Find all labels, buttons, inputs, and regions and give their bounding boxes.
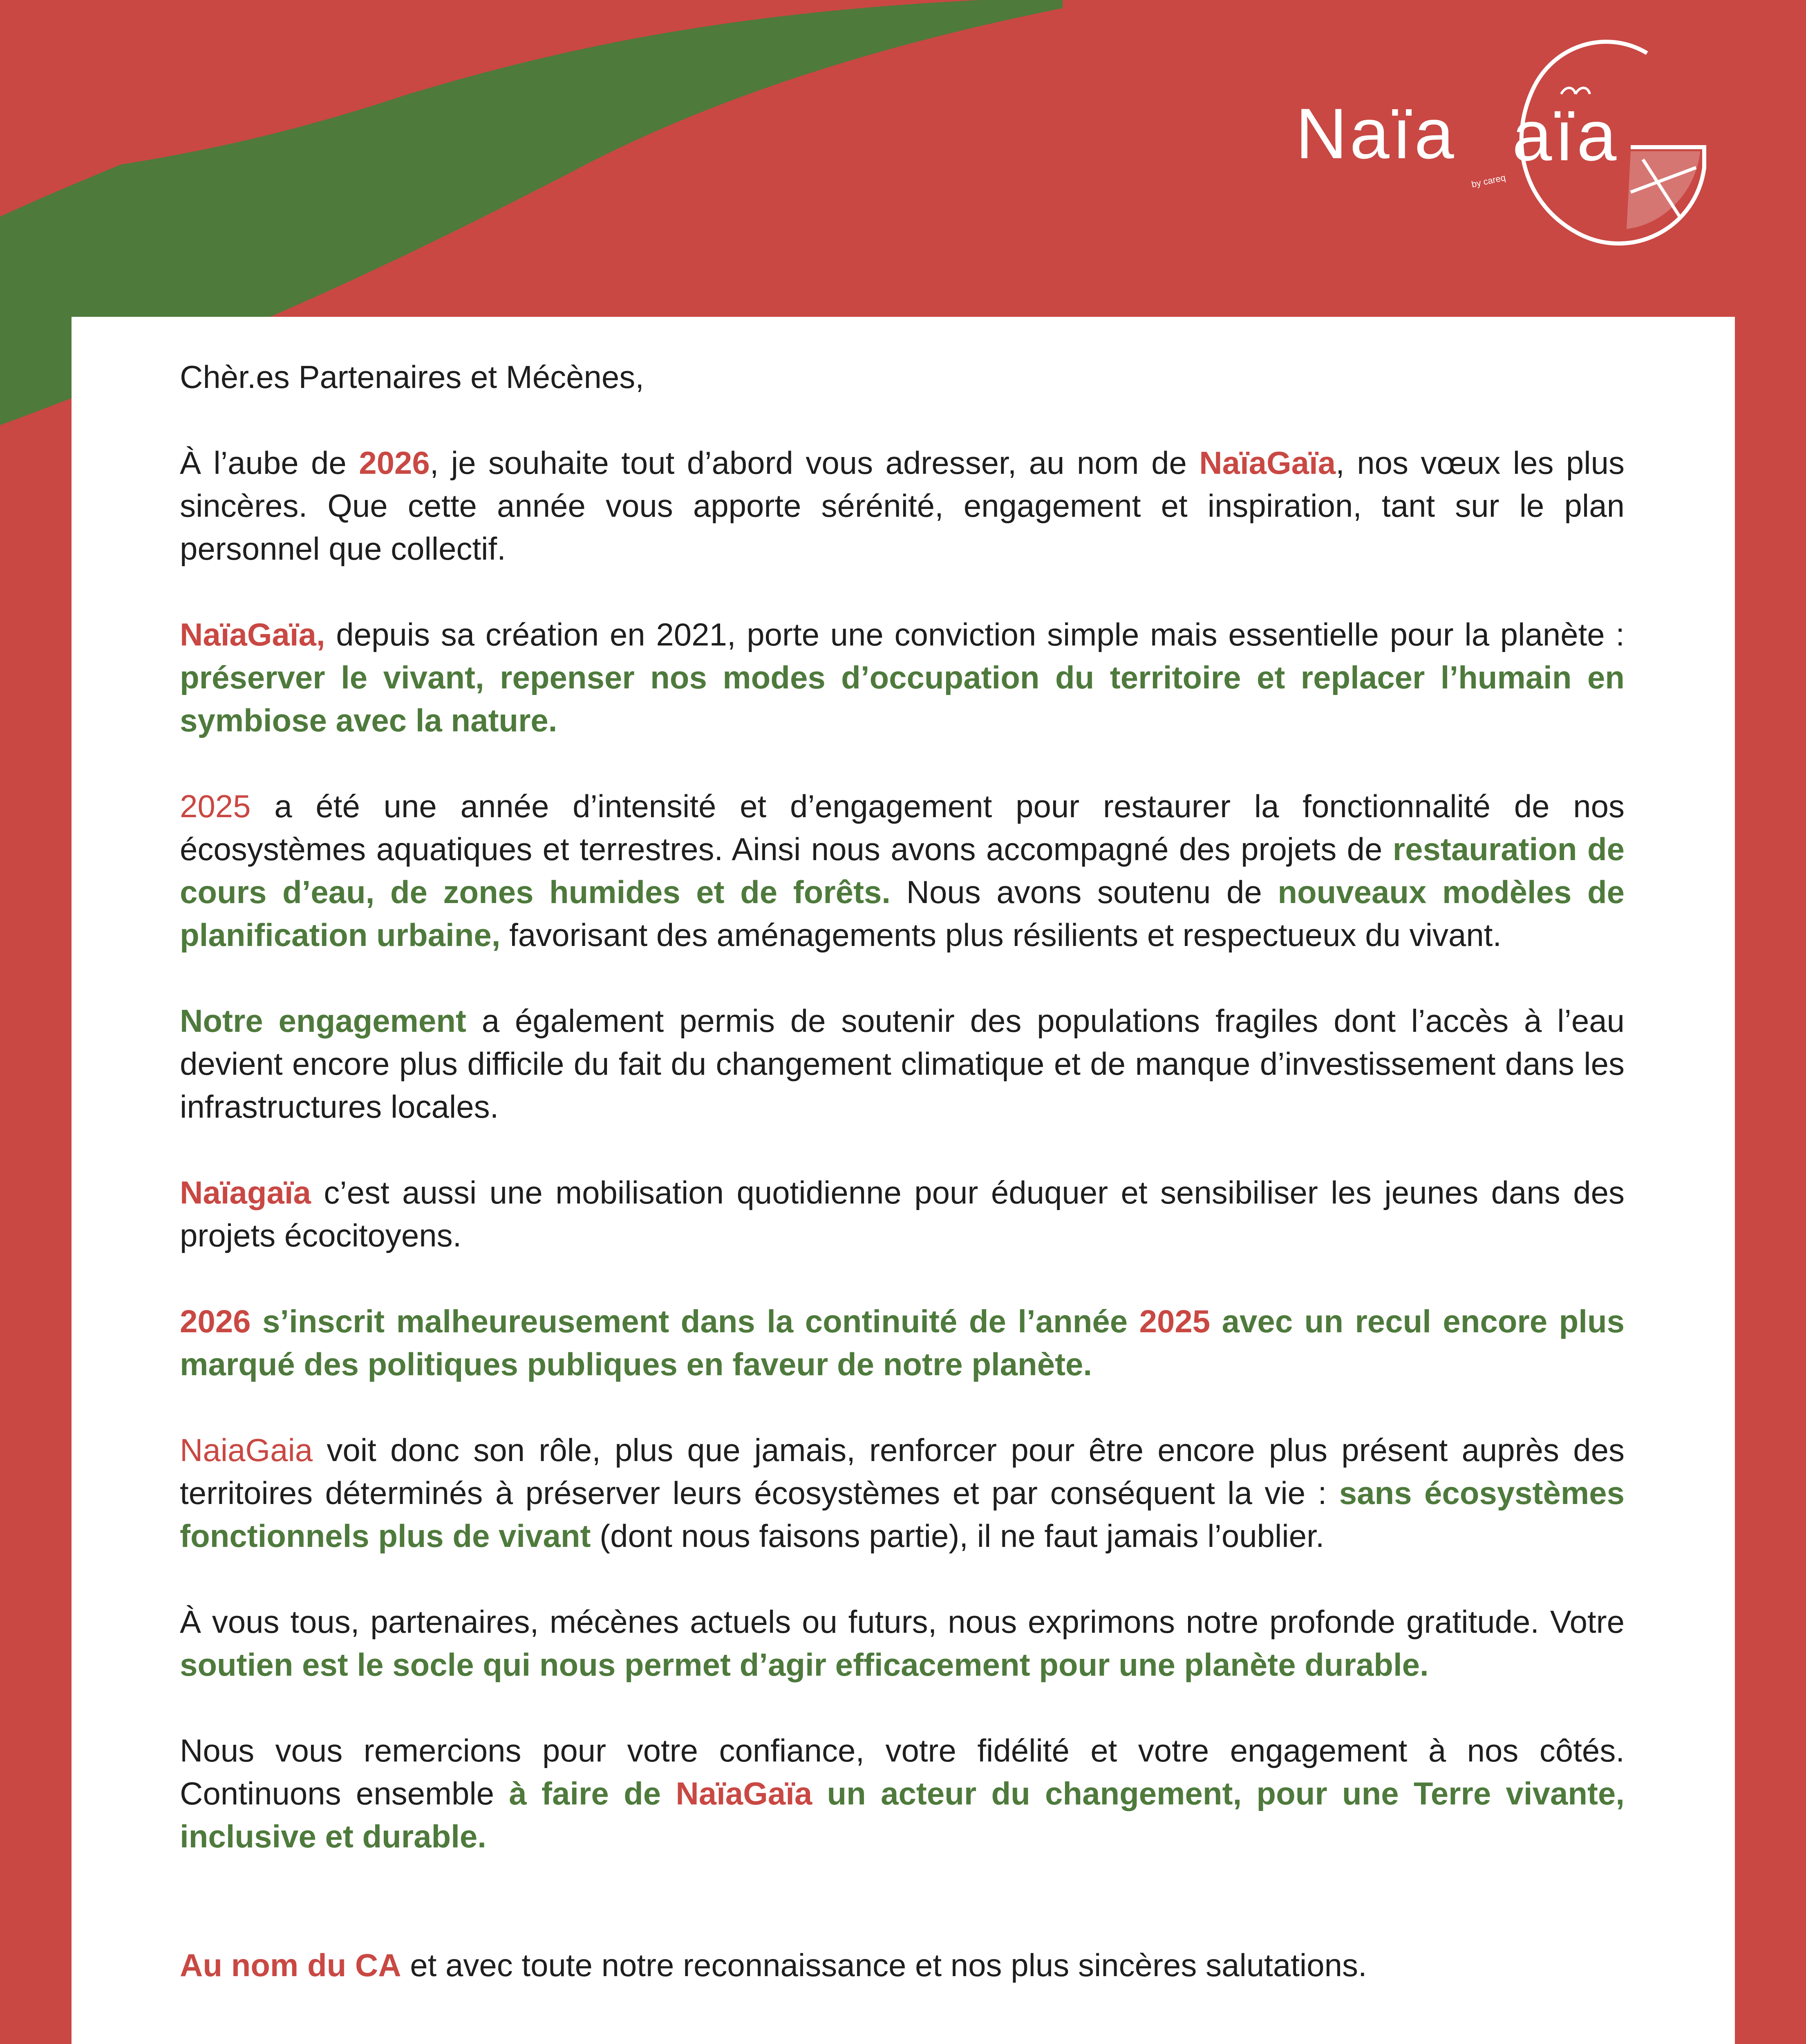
green-highlight: sans écosystèmes fonctionnels plus de vivant	[180, 1475, 1625, 1554]
text: Nous avons soutenu de	[891, 874, 1278, 910]
letter-page	[72, 317, 1735, 2044]
text: Nous vous remercions pour votre confiance, votre fidélité et votre engagement à nos côtés. Continuons ensemble	[180, 1732, 1625, 1811]
green-highlight: restauration de cours d’eau, de zones humides et de forêts.	[180, 831, 1625, 910]
text: a été une année d’intensité et d’engagement pour restaurer la fonctionnalité de nos écosystèmes aquatiques et terrestres. Ainsi nous avons accompagné des projets de	[180, 788, 1625, 867]
green-highlight: Notre engagement	[180, 1003, 466, 1039]
closing-line	[180, 1944, 1625, 1987]
text: depuis sa création en 2021, porte une conviction simple mais essentielle pour la planète :	[325, 616, 1625, 652]
text: À vous tous, partenaires, mécènes actuels ou futurs, nous exprimons notre profonde gratitude. Votre	[180, 1604, 1625, 1640]
logo-byline: by careq	[1470, 172, 1506, 190]
year-highlight: 2025	[180, 788, 251, 824]
text: favorisant des aménagements plus résilients et respectueux du vivant.	[500, 917, 1502, 953]
text: voit donc son rôle, plus que jamais, renforcer pour être encore plus présent auprès des territoires déterminés à préserver leurs écosystèmes et par conséquent la vie :	[180, 1432, 1625, 1511]
naiagaia-logo	[1287, 29, 1729, 282]
paragraph-2026-outlook	[180, 1300, 1625, 1386]
paragraph-2025-review	[180, 785, 1625, 957]
org-name: NaiaGaia	[180, 1432, 313, 1468]
org-name: NaïaGaïa,	[180, 616, 325, 652]
text: À l’aube de	[180, 445, 359, 481]
text: , je souhaite tout d’abord vous adresser, au nom de	[430, 445, 1200, 481]
text: c’est aussi une mobilisation quotidienne pour éduquer et sensibiliser les jeunes dans des projets écocitoyens.	[180, 1174, 1625, 1253]
paragraph-thanks	[180, 1729, 1625, 1858]
green-highlight: un acteur du changement, pour une Terre vivante, inclusive et durable.	[180, 1775, 1625, 1854]
paragraph-wishes	[180, 442, 1625, 570]
mission-highlight: préserver le vivant, repenser nos modes d’occupation du territoire et replacer l’humain en symbiose avec la nature.	[180, 659, 1625, 738]
green-highlight: nouveaux modèles de planification urbaine,	[180, 874, 1625, 953]
paragraph-education	[180, 1171, 1625, 1257]
year-highlight: 2026	[180, 1303, 251, 1339]
green-highlight: avec un recul encore plus marqué des politiques publiques en faveur de notre planète.	[180, 1303, 1625, 1382]
paragraph-mission	[180, 613, 1625, 742]
letter-body	[180, 356, 1625, 1987]
paragraph-role	[180, 1429, 1625, 1558]
paragraph-gratitude	[180, 1600, 1625, 1686]
board-highlight: Au nom du CA	[180, 1947, 401, 1983]
logo-text-naia: Naïa	[1296, 94, 1457, 174]
text: (dont nous faisons partie), il ne faut jamais l’oublier.	[591, 1518, 1325, 1554]
green-highlight: soutien est le socle qui nous permet d’agir efficacement pour une planète durable.	[180, 1647, 1429, 1683]
green-highlight: s’inscrit malheureusement dans la continuité de l’année	[251, 1303, 1139, 1339]
year-highlight: 2026	[359, 445, 430, 481]
greeting: Chèr.es Partenaires et Mécènes,	[180, 359, 644, 395]
logo-text-gaia: aïa	[1512, 96, 1619, 176]
year-highlight: 2025	[1139, 1303, 1211, 1339]
green-highlight: à faire de	[509, 1775, 676, 1811]
org-name: Naïagaïa	[180, 1174, 311, 1210]
org-name: NaïaGaïa	[1199, 445, 1336, 481]
text: et avec toute notre reconnaissance et nos plus sincères salutations.	[401, 1947, 1367, 1983]
paragraph-engagement	[180, 1000, 1625, 1128]
text: a également permis de soutenir des populations fragiles dont l’accès à l’eau devient encore plus difficile du fait du changement climatique et de manque d’investissement dans les infrastructures locales.	[180, 1003, 1625, 1125]
org-name: NaïaGaïa	[676, 1775, 812, 1811]
text: , nos vœux les plus sincères. Que cette année vous apporte sérénité, engagement et inspiration, tant sur le plan personnel que collectif.	[180, 445, 1625, 567]
